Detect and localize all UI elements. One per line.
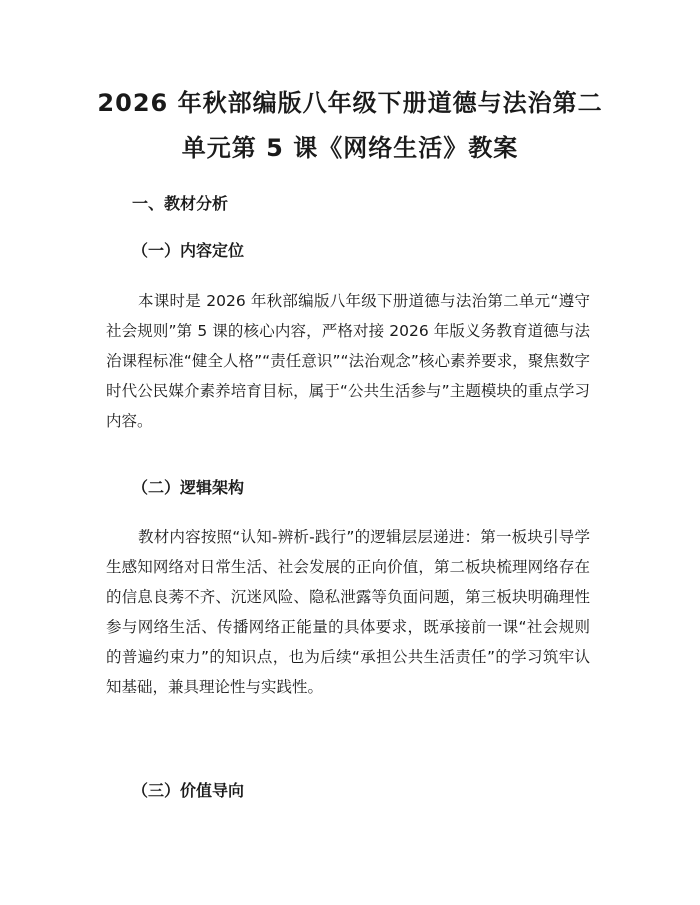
paragraph-logic-structure: 教材内容按照“认知-辨析-践行”的逻辑层层递进：第一板块引导学生感知网络对日常生活、社会发展的正向价值，第二板块梳理网络存在的信息良莠不齐、沉迷风险、隐私泄露等负面问题，第三板块明确理性参与网络生活、传播网络正能量的具体要求，既承接前一课“社会规则的普遍约束力”的知识点，也为后续“承担公共生活责任”的学习筑牢认知基础，兼具理论性与实践性。 [106,528,590,696]
subsection-heading-content-positioning: （一）内容定位 [132,241,245,260]
subsection-heading-value-orientation: （三）价值导向 [132,781,245,800]
document-title-line-1: 2026 年秋部编版八年级下册道德与法治第二 [97,89,603,117]
document-title-line-2: 单元第 5 课《网络生活》教案 [181,134,519,162]
section-heading-textbook-analysis: 一、教材分析 [132,194,229,213]
paragraph-content-positioning: 本课时是 2026 年秋部编版八年级下册道德与法治第二单元“遵守社会规则”第 5 课的核心内容，严格对接 2026 年版义务教育道德与法治课程标准“健全人格”“责任意识”“法治观念”核心素养要求，聚焦数字时代公民媒介素养培育目标，属于“公共生活参与”主题模块的重点学习内容。 [106,292,590,430]
subsection-heading-logic-structure: （二）逻辑架构 [132,478,245,497]
